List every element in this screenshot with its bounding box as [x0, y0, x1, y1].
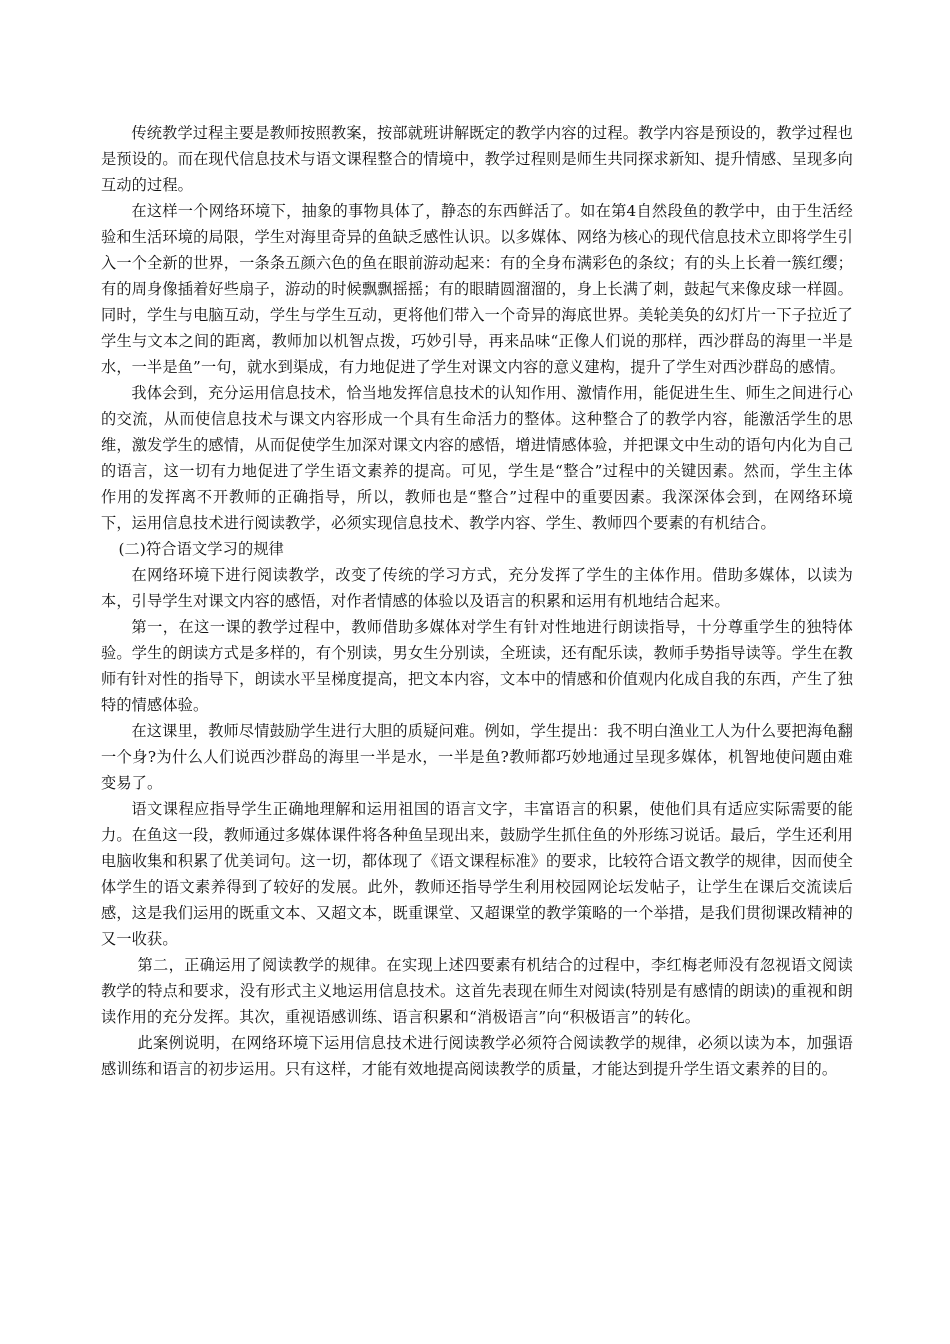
paragraph-conclusion: 此案例说明，在网络环境下运用信息技术进行阅读教学必须符合阅读教学的规律，必须以读为本，加强语感训练和语言的初步运用。只有这样，才能有效地提高阅读教学的质量，才能达到提升学生语文素养的目的。 [101, 1034, 853, 1078]
paragraph-traditional-teaching: 传统教学过程主要是教师按照教案，按部就班讲解既定的教学内容的过程。教学内容是预设的，教学过程也是预设的。而在现代信息技术与语文课程整合的情境中，教学过程则是师生共同探求新知、提升情感、呈现多向互动的过程。 [101, 124, 853, 194]
paragraph-network-environment: 在这样一个网络环境下，抽象的事物具体了，静态的东西鲜活了。如在第4自然段鱼的教学中，由于生活经验和生活环境的局限，学生对海里奇异的鱼缺乏感性认识。以多媒体、网络为核心的现代信息技术立即将学生引入一个全新的世界，一条条五颜六色的鱼在眼前游动起来：有的全身布满彩色的条纹；有的头上长着一簇红缨；有的周身像插着好些扇子，游动的时候飘飘摇摇；有的眼睛圆溜溜的，身上长满了刺，鼓起气来像皮球一样圆。同时，学生与电脑互动，学生与学生互动，更将他们带入一个奇异的海底世界。美轮美奂的幻灯片一下子拉近了学生与文本之间的距离，教师加以机智点拨，巧妙引导，再来品味“正像人们说的那样，西沙群岛的海里一半是水，一半是鱼”一句，就水到渠成，有力地促进了学生对课文内容的意义建构，提升了学生对西沙群岛的感情。 [101, 202, 853, 376]
document-body [101, 120, 853, 1082]
section-heading-chinese-learning-rules: (二)符合语文学习的规律 [118, 540, 284, 558]
paragraph-first-point: 第一，在这一课的教学过程中，教师借助多媒体对学生有针对性地进行朗读指导，十分尊重学生的独特体验。学生的朗读方式是多样的，有个别读，男女生分别读，全班读，还有配乐读，教师手势指导读等。学生在教师有针对性的指导下，朗读水平呈梯度提高，把文本内容，文本中的情感和价值观内化成自我的东西，产生了独特的情感体验。 [101, 618, 853, 714]
paragraph-curriculum-guidance: 语文课程应指导学生正确地理解和运用祖国的语言文字，丰富语言的积累，使他们具有适应实际需要的能力。在鱼这一段，教师通过多媒体课件将各种鱼呈现出来，鼓励学生抓住鱼的外形练习说话。最后，学生还利用电脑收集和积累了优美词句。这一切，都体现了《语文课程标准》的要求，比较符合语文教学的规律，因而使全体学生的语文素养得到了较好的发展。此外，教师还指导学生利用校园网论坛发帖子，让学生在课后交流读后感，这是我们运用的既重文本、又超文本，既重课堂、又超课堂的教学策略的一个举措，是我们贯彻课改精神的又一收获。 [101, 800, 853, 948]
paragraph-questioning: 在这课里，教师尽情鼓励学生进行大胆的质疑问难。例如，学生提出：我不明白渔业工人为什么要把海龟翻一个身?为什么人们说西沙群岛的海里一半是水，一半是鱼?教师都巧妙地通过呈现多媒体，机智地使问题由难变易了。 [101, 722, 853, 792]
paragraph-second-point: 第二，正确运用了阅读教学的规律。在实现上述四要素有机结合的过程中，李红梅老师没有忽视语文阅读教学的特点和要求，没有形式主义地运用信息技术。这首先表现在师生对阅读(特别是有感情的朗读)的重视和朗读作用的充分发挥。其次，重视语感训练、语言积累和“消极语言”向“积极语言”的转化。 [101, 956, 853, 1026]
paragraph-reading-in-network: 在网络环境下进行阅读教学，改变了传统的学习方式，充分发挥了学生的主体作用。借助多媒体，以读为本，引导学生对课文内容的感悟，对作者情感的体验以及语言的积累和运用有机地结合起来。 [101, 566, 853, 610]
paragraph-my-experience: 我体会到，充分运用信息技术，恰当地发挥信息技术的认知作用、激情作用，能促进生生、师生之间进行心的交流，从而使信息技术与课文内容形成一个具有生命活力的整体。这种整合了的教学内容，能激活学生的思维，激发学生的感情，从而促使学生加深对课文内容的感悟，增进情感体验，并把课文中生动的语句内化为自己的语言，这一切有力地促进了学生语文素养的提高。可见，学生是“整合”过程中的关键因素。然而，学生主体作用的发挥离不开教师的正确指导，所以，教师也是“整合”过程中的重要因素。我深深体会到，在网络环境下，运用信息技术进行阅读教学，必须实现信息技术、教学内容、学生、教师四个要素的有机结合。 [101, 384, 853, 532]
